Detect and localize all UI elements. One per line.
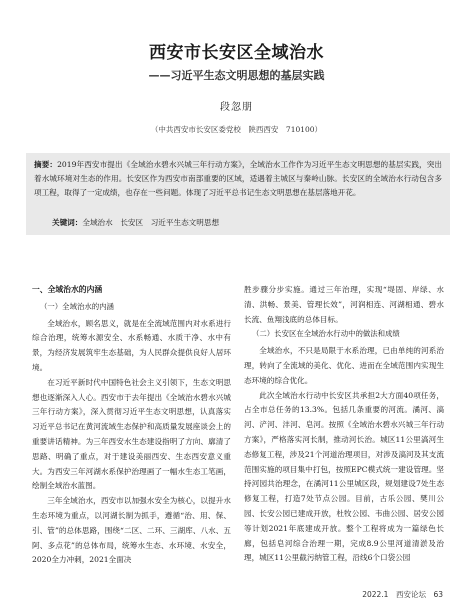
abstract [34,158,442,201]
keywords [52,216,442,230]
abstract-text: 2019年西安市提出《全域治水碧水兴城三年行动方案》，全域治水工作作为习近平生态文明思想的基层实践，突出着水城环境对生态的作用。长安区作为西安市南部重要的区域，适遇着主城区与秦岭山脉。长安区的全域治水行动包含多项工程，取得了一定成绩，也存在一些问题。体现了习近平总书记生态文明思想在基层落地开花。 [34,160,442,198]
section-heading-1: 一、全域治水的内涵 [32,285,103,294]
keywords-text: 全域治水 长安区 习近平生态文明思想 [82,218,220,227]
paragraph: 三年全域治水，西安市以加强水安全为核心，以提升水生态环境为重点，以河湖长制为抓手，遵循“治、用、保、引、管”的总体思路，围绕“二区、二环、三湖库、八水、五阿、多点花”的总体布局，统筹水生态、水环境、水安全，2020全力冲刺，2021全面决 [32,496,231,565]
paragraph: 此次全域治水行动中长安区共承担2大方面40项任务，占全市总任务的13.3%。包括几条重要的河流。潏河、滈河、浐河、沣河、皂河。按照《全域治水碧水兴城三年行动方案》，严格落实河长制，推动河长治。城区11公里滈河生态修复工程，涉及21个河道治理项目，对涉及滈河及其支流范围实施的项目集中打包，按照EPC模式统一建设管理。坚持河园共治理念，在潏河11公里城区段，规划建设7处生态修复工程，打造7处节点公园。目前，古乐公园、樊川公园、长安公园已建成开放，杜牧公园、韦曲公园、居安公园等计划2021年底建成开放。整个工程将成为一篇绿色长廊，包括皂河综合治理一期，完成8.9公里河道清淤及治理，城区11公里截污纳管工程，沿线6个口袋公园 [244,390,444,563]
paragraph: 胜步骤分步实施。通过三年治理，实现“堤固、岸绿、水清、洪畅、景美、管理长效”，河润相连、河湖相通、碧水长流、鱼翔浅底的总体目标。 [244,285,444,324]
page-footer: 2022.1 西安论坛 63 [362,590,443,599]
right-column [244,283,444,566]
paragraph: 全域治水，顾名思义，就是在全流域范围内对水系进行综合治理，统筹水源安全、水系畅通、水质干净、水中有景，为经济发展筑牢生态基础，为人民群众提供良好人居环境。 [32,318,231,372]
article-subtitle: ——习近平生态文明思想的基层实践 [148,69,325,82]
abstract-label: 摘要： [34,160,58,169]
keywords-label: 关键词： [52,218,83,227]
subsection-heading-1: （一）全域治水的内涵 [40,301,114,311]
subsection-heading-2: （二）长安区在全域治水行动中的做法和成绩 [252,329,400,339]
left-column [32,283,231,568]
paragraph: 在习近平新时代中国特色社会主义引领下，生态文明思想也逐渐深入人心。西安市于去年提出《全域治水碧水兴城三年行动方案》，深入贯彻习近平生态文明思想，认真落实习近平总书记在黄河流域生态保护和高质量发展座谈会上的重要讲话精神。为三年西安水生态建设指明了方向、廓清了思路、明确了重点，对于建设美丽西安、生态西安意义重大。为西安三年河湖水系保护治理画了一幅水生态工笔画，绘制全域治水蓝图。 [32,377,231,491]
affiliation: （中共西安市长安区委党校 陕西西安 710100） [150,125,323,134]
article-title: 西安市长安区全域治水 [149,43,324,63]
paragraph: 全域治水，不只是局限于水系治理，已由单纯的河系治理，转向了全流域的美化、优化、进而在全域范围内实现生态环境的综合优化。 [244,346,444,385]
author: 段忽朋 [220,102,253,113]
